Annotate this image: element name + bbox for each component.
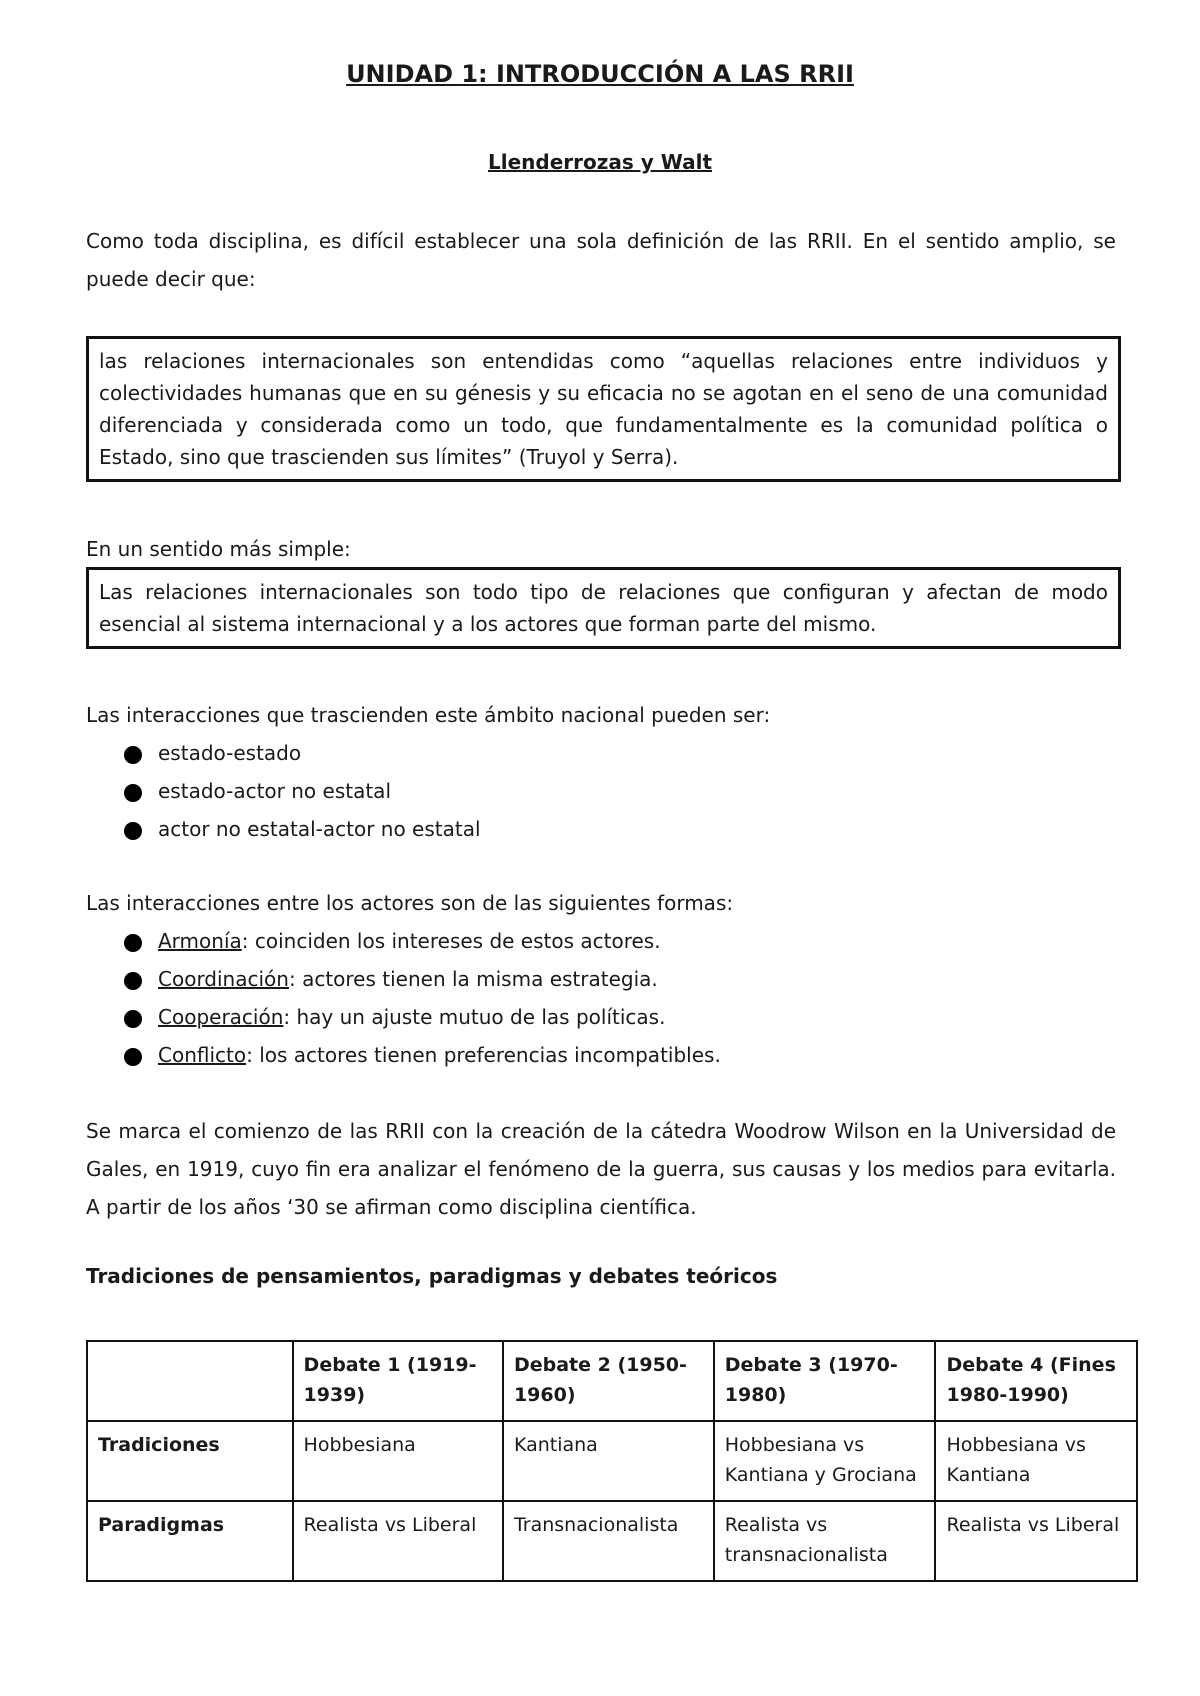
table-header-row	[87, 1341, 1137, 1421]
page-subtitle: Llenderrozas y Walt	[487, 150, 712, 174]
debates-table	[86, 1340, 1138, 1582]
table-row	[87, 1501, 1137, 1581]
list-item	[124, 998, 721, 1036]
form-desc: : los actores tienen preferencias incompatibles.	[246, 1043, 721, 1067]
simple-definition-box: Las relaciones internacionales son todo tipo de relaciones que configuran y afectan de modo esencial al sistema internacional y a los actores que forman parte del mismo.	[86, 567, 1121, 649]
simple-intro: En un sentido más simple:	[86, 537, 351, 561]
form-desc: : coinciden los intereses de estos actores.	[241, 929, 661, 953]
list-item: estado-estado	[124, 734, 481, 772]
table-header-cell: Debate 1 (1919-1939)	[293, 1341, 503, 1421]
row-header-cell: Paradigmas	[87, 1501, 293, 1581]
form-term: Conflicto	[158, 1043, 247, 1067]
bullet-icon	[124, 972, 142, 990]
bullet-icon	[124, 746, 142, 764]
form-term: Coordinación	[158, 967, 289, 991]
page-title: UNIDAD 1: INTRODUCCIÓN A LAS RRII	[346, 60, 854, 88]
row-header-cell: Tradiciones	[87, 1421, 293, 1501]
table-cell: Kantiana	[503, 1421, 714, 1501]
table-cell: Realista vs transnacionalista	[714, 1501, 936, 1581]
bullet-icon	[124, 1048, 142, 1066]
definition-box: las relaciones internacionales son entendidas como “aquellas relaciones entre individuos y colectividades humanas que en su génesis y su eficacia no se agotan en el seno de una comunidad diferenciada y considerada como un todo, que fundamentalmente es la comunidad política o Estado, sino que trascienden sus límites” (Truyol y Serra).	[86, 336, 1121, 482]
form-term: Cooperación	[158, 1005, 284, 1029]
table-row	[87, 1421, 1137, 1501]
table-header-cell	[87, 1341, 293, 1421]
bullet-icon	[124, 934, 142, 952]
intro-paragraph: Como toda disciplina, es difícil establecer una sola definición de las RRII. En el sentido amplio, se puede decir que:	[86, 229, 1116, 291]
form-desc: : hay un ajuste mutuo de las políticas.	[283, 1005, 666, 1029]
table-cell: Hobbesiana vs Kantiana y Grociana	[714, 1421, 936, 1501]
bullet-icon	[124, 1010, 142, 1028]
list-item: estado-actor no estatal	[124, 772, 481, 810]
section-heading: Tradiciones de pensamientos, paradigmas y debates teóricos	[86, 1264, 778, 1288]
interactions-list	[124, 734, 481, 848]
list-item	[124, 1036, 721, 1074]
table-header-cell: Debate 3 (1970-1980)	[714, 1341, 936, 1421]
table-cell: Realista vs Liberal	[935, 1501, 1137, 1581]
table-cell: Realista vs Liberal	[293, 1501, 503, 1581]
history-paragraph: Se marca el comienzo de las RRII con la creación de la cátedra Woodrow Wilson en la Universidad de Gales, en 1919, cuyo fin era analizar el fenómeno de la guerra, sus causas y los medios para evitarla. A partir de los años ‘30 se afirman como disciplina científica.	[86, 1119, 1116, 1219]
table-cell: Hobbesiana vs Kantiana	[935, 1421, 1137, 1501]
list-item: actor no estatal-actor no estatal	[124, 810, 481, 848]
form-desc: : actores tienen la misma estrategia.	[288, 967, 658, 991]
table-header-cell: Debate 2 (1950-1960)	[503, 1341, 714, 1421]
list-item	[124, 960, 721, 998]
interactions-intro: Las interacciones que trascienden este ámbito nacional pueden ser:	[86, 703, 771, 727]
table-cell: Hobbesiana	[293, 1421, 503, 1501]
forms-list	[124, 922, 721, 1074]
list-item	[124, 922, 721, 960]
forms-intro: Las interacciones entre los actores son de las siguientes formas:	[86, 891, 734, 915]
form-term: Armonía	[158, 929, 242, 953]
table-cell: Transnacionalista	[503, 1501, 714, 1581]
bullet-icon	[124, 784, 142, 802]
table-header-cell: Debate 4 (Fines 1980-1990)	[935, 1341, 1137, 1421]
bullet-icon	[124, 822, 142, 840]
